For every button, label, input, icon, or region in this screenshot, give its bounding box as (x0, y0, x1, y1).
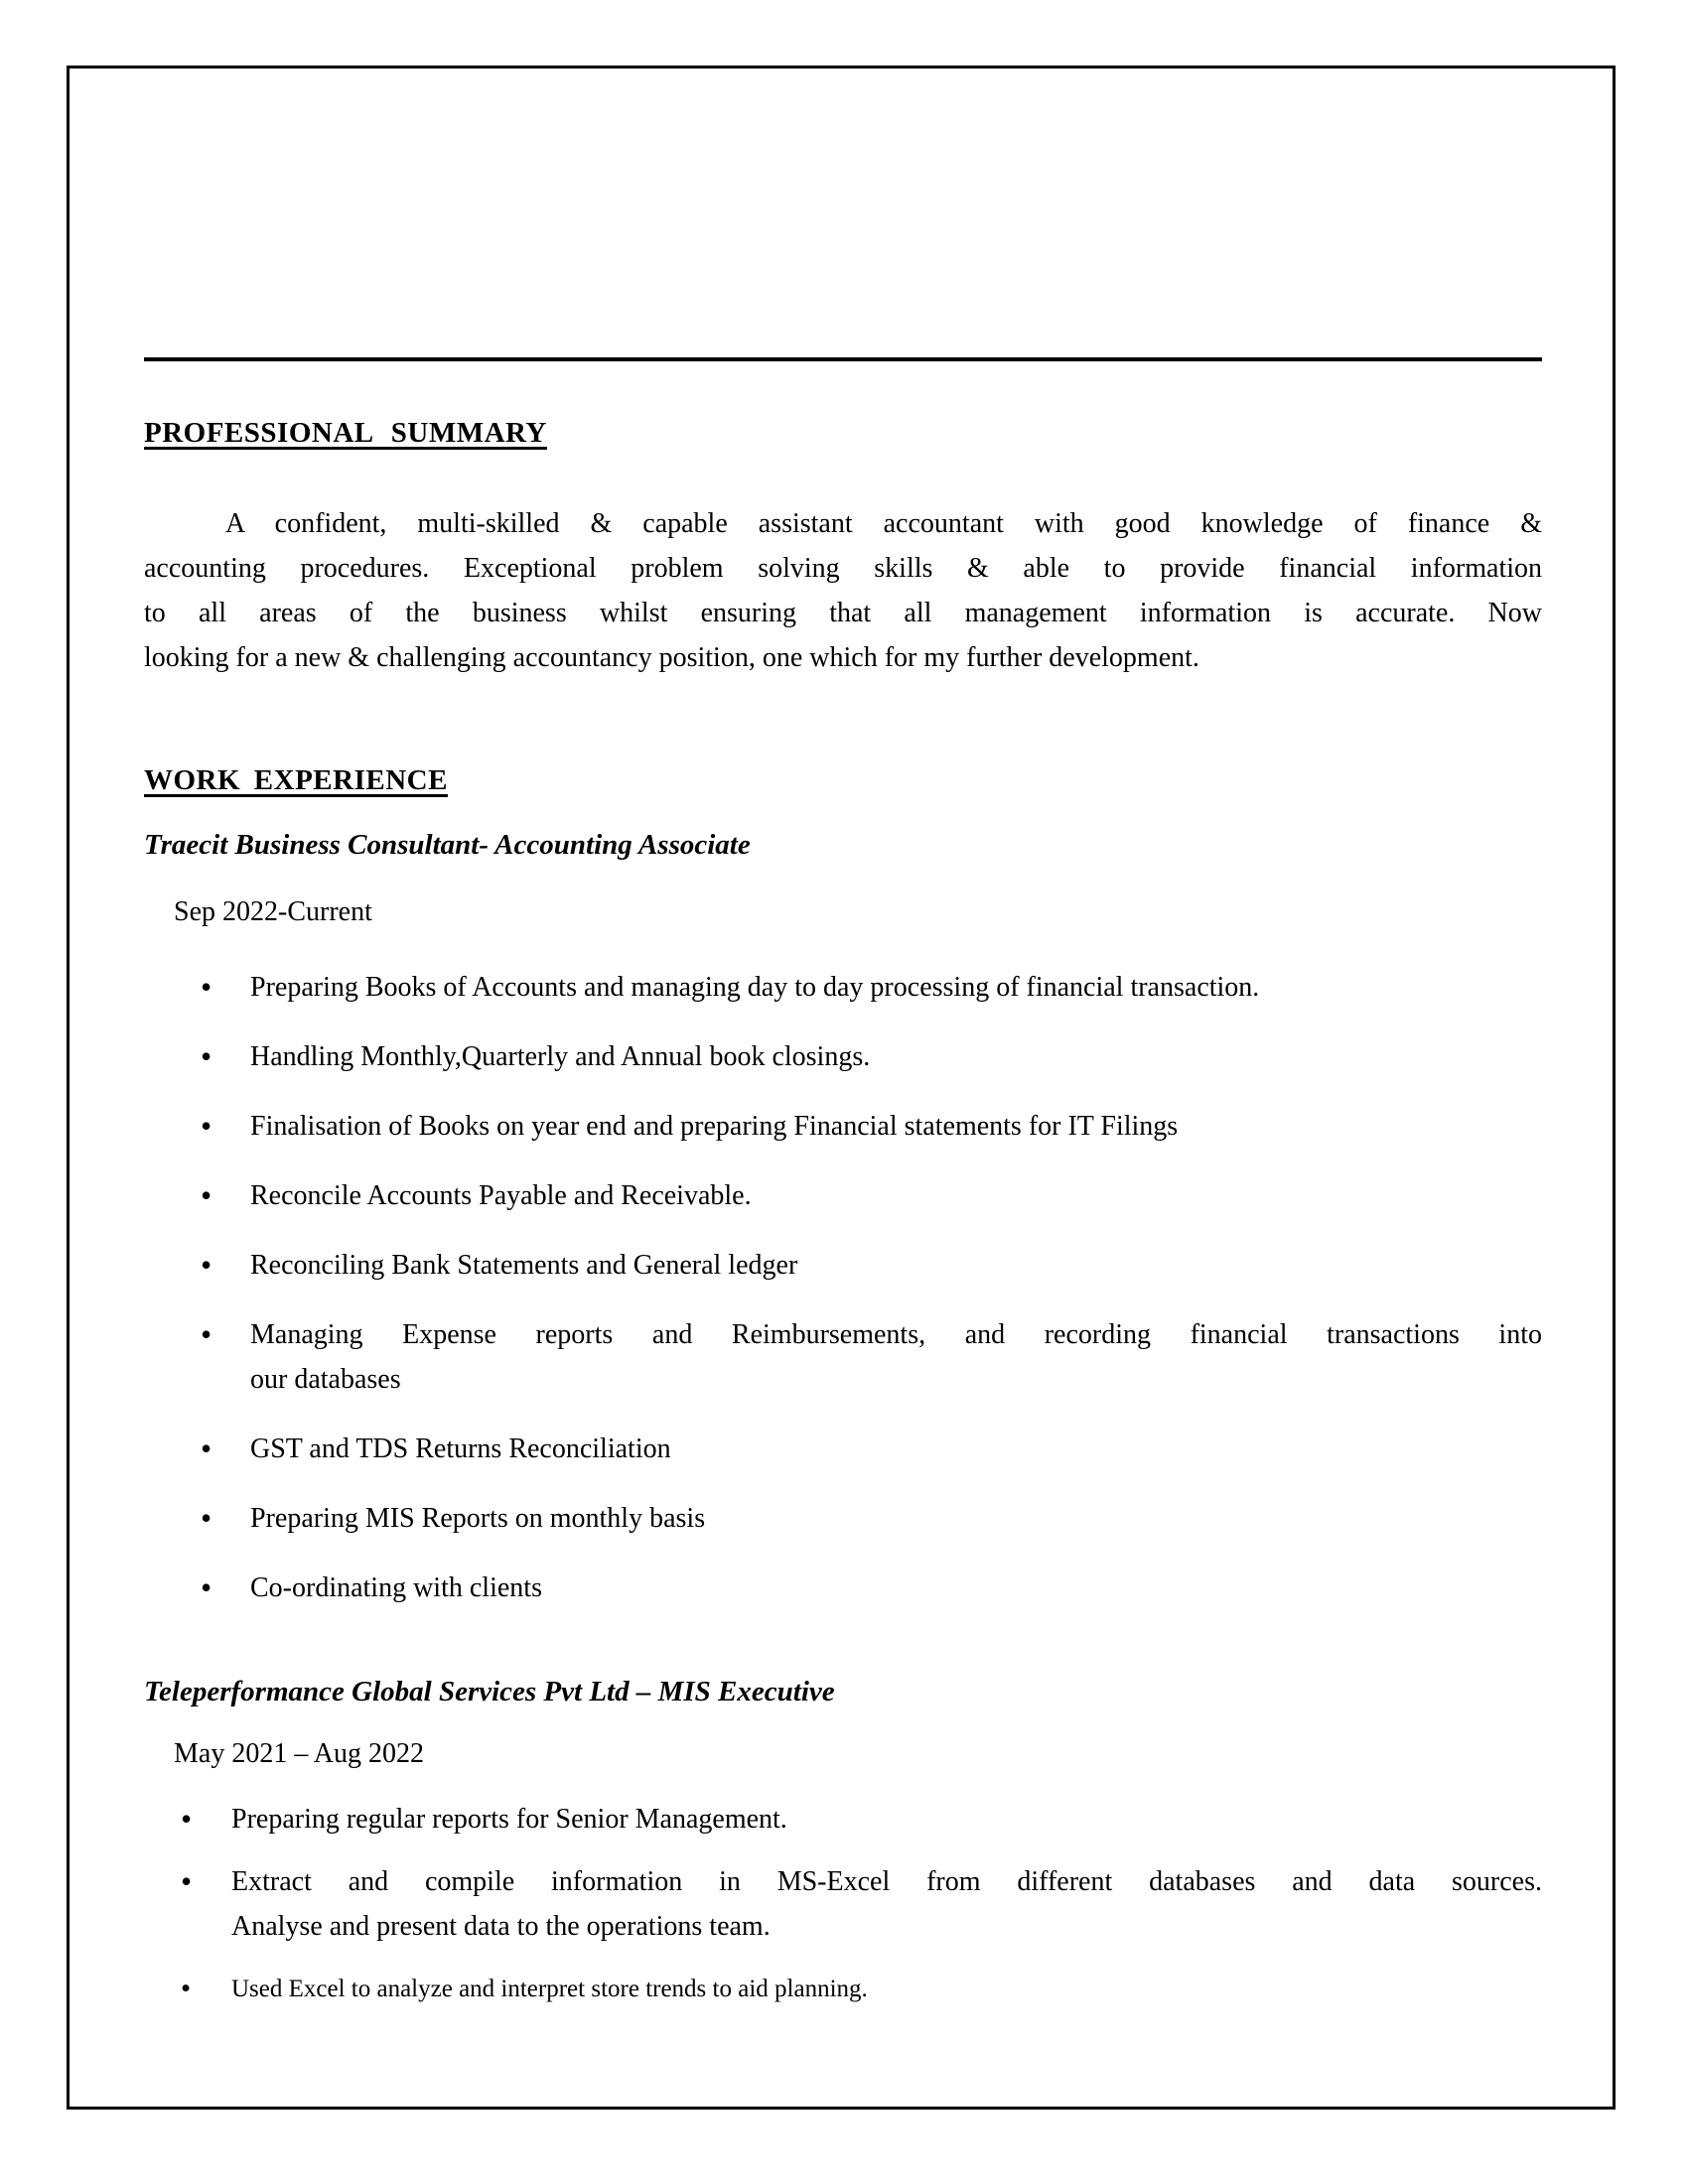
summary-line: A confident, multi-skilled & capable assistant accountant with good knowledge of finance & (225, 508, 1542, 539)
bullet-icon: • (181, 1801, 193, 1837)
summary-line: to all areas of the business whilst ensuring that all management information is accurate. Now (144, 598, 1542, 628)
bullet-text-line: Extract and compile information in MS-Excel from different databases and data sources. (231, 1866, 1542, 1897)
bullet-icon: • (201, 969, 212, 1005)
bullet-text: Preparing MIS Reports on monthly basis (250, 1503, 706, 1534)
job-title-traecit: Traecit Business Consultant- Accounting Associate (144, 829, 751, 861)
summary-line: accounting procedures. Exceptional problem solving skills & able to provide financial information (144, 553, 1542, 584)
job-bullet-list-traecit (144, 965, 1542, 1635)
bullet-text: GST and TDS Returns Reconciliation (250, 1433, 671, 1464)
bullet-icon: • (201, 1177, 212, 1213)
work-experience-heading: WORK EXPERIENCE (144, 764, 448, 796)
bullet-icon: • (201, 1431, 212, 1466)
bullet-text (250, 1312, 1542, 1402)
job-title-teleperformance: Teleperformance Global Services Pvt Ltd – MIS Executive (144, 1676, 835, 1707)
job-bullet-list-teleperformance (144, 1797, 1542, 2029)
bullet-item (144, 1243, 1542, 1288)
bullet-item (144, 1566, 1542, 1610)
bullet-text: Preparing regular reports for Senior Management. (231, 1804, 787, 1835)
bullet-item (144, 1312, 1542, 1402)
bullet-item (144, 1859, 1542, 1949)
bullet-text: Co-ordinating with clients (250, 1572, 542, 1603)
professional-summary-paragraph (144, 501, 1542, 680)
bullet-text: Used Excel to analyze and interpret store trends to aid planning. (231, 1976, 868, 2002)
bullet-item (144, 1104, 1542, 1149)
bullet-text: Reconciling Bank Statements and General ledger (250, 1250, 798, 1281)
bullet-item (144, 1427, 1542, 1471)
bullet-icon: • (181, 1863, 193, 1899)
bullet-item (144, 1967, 1542, 2011)
summary-line: looking for a new & challenging accountancy position, one which for my further development. (144, 642, 1199, 673)
bullet-icon: • (201, 1038, 212, 1074)
bullet-item (144, 1173, 1542, 1218)
bullet-item (144, 1496, 1542, 1541)
header-divider-rule (144, 357, 1542, 361)
bullet-item (144, 965, 1542, 1010)
bullet-text-line: Managing Expense reports and Reimbursements, and recording financial transactions into (250, 1319, 1542, 1350)
bullet-item (144, 1034, 1542, 1079)
bullet-icon: • (201, 1247, 212, 1283)
bullet-item (144, 1797, 1542, 1842)
bullet-icon: • (201, 1108, 212, 1144)
job-dates-traecit: Sep 2022-Current (174, 896, 372, 927)
bullet-icon: • (201, 1570, 212, 1605)
bullet-text: Finalisation of Books on year end and preparing Financial statements for IT Filings (250, 1111, 1179, 1142)
job-dates-teleperformance: May 2021 – Aug 2022 (174, 1738, 424, 1769)
professional-summary-heading: PROFESSIONAL SUMMARY (144, 417, 547, 449)
bullet-icon: • (201, 1500, 212, 1536)
bullet-text: Handling Monthly,Quarterly and Annual book closings. (250, 1041, 871, 1072)
bullet-text-line: our databases (250, 1364, 401, 1395)
bullet-icon: • (201, 1316, 212, 1352)
bullet-text (231, 1859, 1542, 1949)
bullet-text: Preparing Books of Accounts and managing day to day processing of financial transaction. (250, 972, 1260, 1003)
bullet-icon: • (181, 1973, 192, 2004)
bullet-text-line: Analyse and present data to the operations team. (231, 1911, 771, 1942)
bullet-text: Reconcile Accounts Payable and Receivable. (250, 1180, 752, 1211)
